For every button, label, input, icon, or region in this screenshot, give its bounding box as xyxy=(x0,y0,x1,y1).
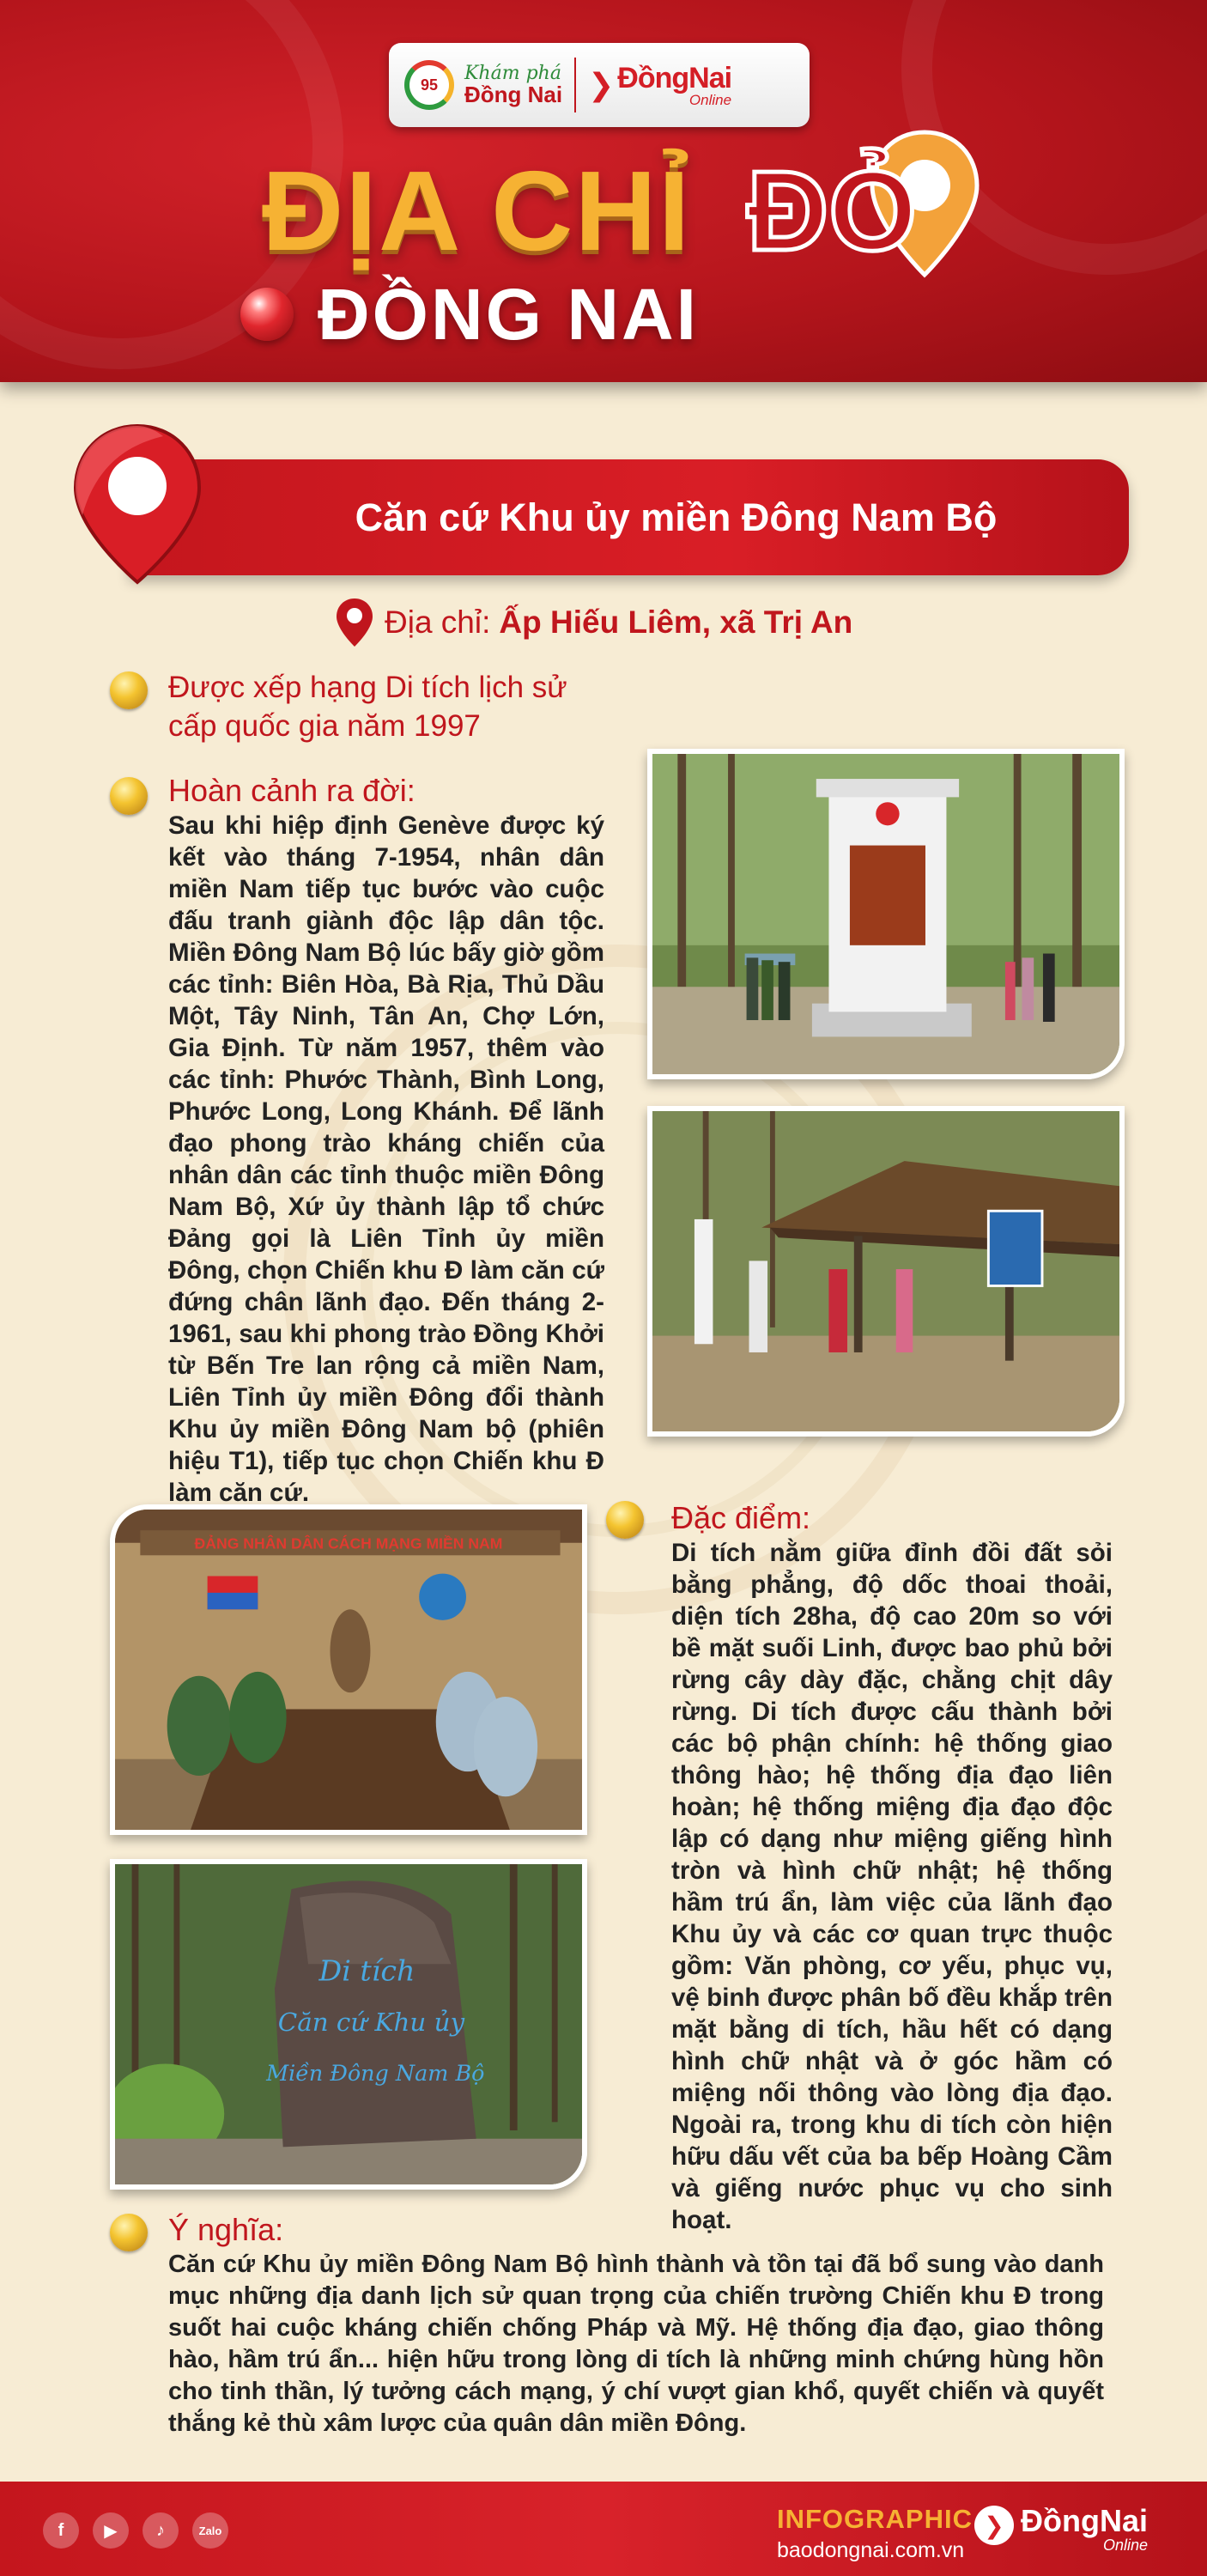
meeting-hall-photo-image xyxy=(115,1510,582,1830)
hall-banner-text: ĐẢNG NHÂN DÂN CÁCH MẠNG MIỀN NAM xyxy=(194,1534,503,1552)
photo-stone-stele xyxy=(110,1859,587,2190)
location-pin-icon xyxy=(69,421,206,588)
dong-nai-online-logo xyxy=(617,61,732,108)
footer-brand-name: ĐồngNai xyxy=(1021,2503,1148,2538)
meaning-title: Ý nghĩa: xyxy=(168,2212,284,2247)
kham-pha-logo xyxy=(464,64,562,106)
bullet-icon xyxy=(110,671,148,709)
zalo-icon[interactable]: Zalo xyxy=(192,2512,228,2549)
kham-pha-text: Khám phá xyxy=(464,62,561,84)
meaning-body: Căn cứ Khu ủy miền Đông Nam Bộ hình thành và tồn tại đã bổ sung vào danh mục những địa danh lịch sử quan trọng của chiến trường Chiến khu Đ trong suốt hai cuộc kháng chiến chống Pháp và Mỹ. Hệ thống địa đạo, giao thông hào, hầm trú ẩn... hiện hữu trong lòng di tích là những minh chứng hùng hồn cho tinh thần, lý tưởng cách mạng, ý chí vượt gian khổ, quyết chiến và quyết thắng kẻ thù xâm lược của quân dân miền Đông. xyxy=(168,2251,1104,2437)
footer xyxy=(0,2482,1207,2576)
context-body: Sau khi hiệp định Genève được ký kết vào tháng 7-1954, nhân dân miền Nam tiếp tục bước vào cuộc đấu tranh giành độc lập dân tộc. Miền Đông Nam Bộ lúc bấy giờ gồm các tỉnh: Biên Hòa, Bà Rịa, Thủ Dầu Một, Tây Ninh, Tân An, Chợ Lớn, Gia Định. Từ năm 1957, thêm vào các tỉnh: Phước Thành, Bình Long, Phước Long, Long Khánh. Để lãnh đạo phong trào kháng chiến của nhân dân các tỉnh thuộc miền Đông Nam Bộ, Xứ ủy thành lập tổ chức Đảng gọi là Liên Tỉnh ủy miền Đông, chọn Chiến khu Đ làm căn cứ đứng chân lãnh đạo. Đến tháng 2-1961, sau khi phong trào Đồng Khởi từ Bến Tre lan rộng cả miền Nam, Liên Tỉnh ủy miền Đông đổi thành Khu ủy miền Đông Nam bộ (phiên hiệu T1), tiếp tục chọn Chiến khu Đ làm căn cứ. xyxy=(168,811,604,1507)
news-suffix: Online xyxy=(688,91,732,108)
address-value: Ấp Hiếu Liêm, xã Trị An xyxy=(499,605,853,640)
shelter-photo-image xyxy=(652,1111,1119,1431)
site-title-banner xyxy=(129,459,1129,575)
website-link[interactable]: baodongnai.com.vn xyxy=(777,2538,965,2562)
tiktok-icon[interactable]: ♪ xyxy=(143,2512,179,2549)
brand-mark-icon: ❯ xyxy=(974,2506,1014,2545)
title-do: ĐỎ xyxy=(747,148,917,274)
newspaper-mark-icon: ❯ xyxy=(588,67,615,102)
footer-brand-suffix: Online xyxy=(1102,2537,1148,2554)
address-label: Địa chỉ: xyxy=(385,605,491,640)
infographic-label: INFOGRAPHIC xyxy=(777,2504,973,2534)
features-title: Đặc điểm: xyxy=(671,1500,811,1535)
youtube-icon[interactable]: ▶ xyxy=(93,2512,129,2549)
title-dia-chi: ĐỊA CHỈ xyxy=(262,148,692,274)
stele-line2: Căn cứ Khu ủy xyxy=(277,2007,465,2037)
title-dong-nai: ĐỒNG NAI xyxy=(318,274,699,355)
ranking-text: Được xếp hạng Di tích lịch sử cấp quốc gia năm 1997 xyxy=(168,671,567,743)
photo-meeting-hall xyxy=(110,1504,587,1835)
facebook-icon[interactable]: f xyxy=(43,2512,79,2549)
stele-line3: Miền Đông Nam Bộ xyxy=(266,2061,485,2086)
news-name: ĐồngNai xyxy=(617,61,732,94)
address-row xyxy=(335,592,852,653)
brand-logo-box[interactable] xyxy=(389,43,810,127)
site-name: Căn cứ Khu ủy miền Đông Nam Bộ xyxy=(355,495,998,539)
bullet-icon xyxy=(110,2214,148,2251)
photo-monument xyxy=(647,749,1125,1079)
dong-nai-text: Đồng Nai xyxy=(464,81,563,107)
monument-photo-image xyxy=(652,754,1119,1074)
header-banner xyxy=(0,0,1207,382)
address-pin-icon xyxy=(335,597,374,648)
stone-stele-photo-image xyxy=(115,1864,582,2184)
bullet-icon xyxy=(606,1501,644,1539)
bullet-icon xyxy=(110,777,148,815)
footer-brand-logo[interactable] xyxy=(974,2503,1148,2555)
features-body: Di tích nằm giữa đỉnh đồi đất sỏi bằng phẳng, độ dốc thoai thoải, diện tích 28ha, độ cao 20m so với bề mặt suối Linh, được bao phủ bởi rừng cây dày đặc, chằng chịt dây rừng. Di tích được cấu thành bởi các bộ phận chính: hệ thống giao thông hào; hệ thống địa đạo liên hoàn; hệ thống miệng địa đạo độc lập có dạng như miệng giếng hình tròn và hình chữ nhật; hệ thống hầm trú ẩn, làm việc của lãnh đạo Khu ủy và các cơ quan trực thuộc gồm: Văn phòng, cơ yếu, phục vụ, vệ binh được phân bố đều khắp trên mặt bằng di tích, hầu hết có dạng hình chữ nhật và ở góc hầm có miệng nối thông vào lòng địa đạo. Ngoài ra, trong khu di tích còn hiện hữu dấu vết của ba bếp Hoàng Cầm và giếng nước phục vụ cho sinh hoạt. xyxy=(671,1539,1113,2234)
stele-line1: Di tích xyxy=(318,1953,415,1988)
context-title: Hoàn cảnh ra đời: xyxy=(168,773,415,808)
photo-shelter xyxy=(647,1106,1125,1437)
logo-divider xyxy=(574,58,576,112)
logo-95-badge: 95 xyxy=(404,60,454,110)
red-ball-icon xyxy=(240,288,294,341)
